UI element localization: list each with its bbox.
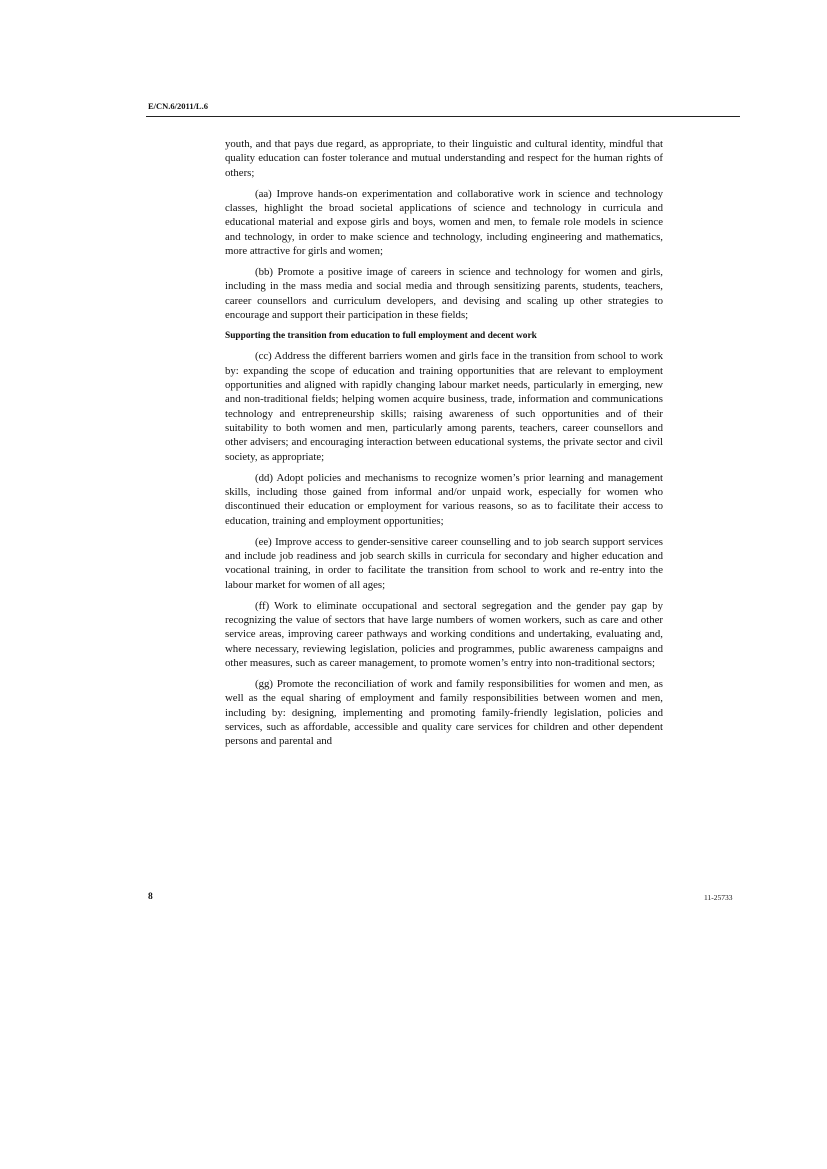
paragraph-aa: (aa) Improve hands-on experimentation and collaborative work in science and technology classes, highlight the broad societal applications of science and technology in curricula and educational material and expose girls and boys, women and men, to female role models in science and technology, in order to make science and technology, including engineering and mathematics, more attractive for girls and women; — [225, 187, 663, 257]
page-number: 8 — [148, 892, 153, 902]
paragraph-bb: (bb) Promote a positive image of careers in science and technology for women and girls, including in the mass media and social media and through sensitizing parents, students, teachers, career counsellors and curriculum developers, and devising and scaling up other strategies to encourage and support their participation in these fields; — [225, 265, 663, 321]
header-divider — [146, 116, 740, 117]
document-symbol: E/CN.6/2011/L.6 — [148, 101, 208, 111]
paragraph-ee: (ee) Improve access to gender-sensitive career counselling and to job search support services and include job readiness and job search skills in curricula for secondary and higher education and vocational training, in order to facilitate the transition from school to work and re-entry into the labour market for women of all ages; — [225, 535, 663, 591]
document-body — [225, 137, 663, 755]
section-heading: Supporting the transition from education to full employment and decent work — [225, 330, 537, 341]
paragraph-dd: (dd) Adopt policies and mechanisms to recognize women’s prior learning and management skills, including those gained from informal and/or unpaid work, especially for women who discontinued their education or employment for various reasons, so as to facilitate their access to education, training and employment opportunities; — [225, 471, 663, 527]
paragraph-cc: (cc) Address the different barriers women and girls face in the transition from school to work by: expanding the scope of education and training opportunities that are relevant to employment opportunities and aligned with rapidly changing labour market needs, particularly in emerging, new and non-traditional fields; helping women acquire business, trade, information and communications technology and entrepreneurship skills; raising awareness of such opportunities and of their suitability to both women and men, particularly among parents, teachers, career counsellors and other advisers; and encouraging interaction between educational systems, the private sector and civil society, as appropriate; — [225, 350, 663, 463]
paragraph-ff: (ff) Work to eliminate occupational and sectoral segregation and the gender pay gap by recognizing the value of sectors that have large numbers of women workers, such as care and other service areas, improving career pathways and working conditions and undertaking, evaluating and, where necessary, reviewing legislation, policies and programmes, public awareness campaigns and other measures, such as career management, to promote women’s entry into non-traditional sectors; — [225, 599, 663, 669]
document-number: 11-25733 — [704, 893, 733, 902]
paragraph-intro-continuation: youth, and that pays due regard, as appropriate, to their linguistic and cultural identity, mindful that quality education can foster tolerance and mutual understanding and respect for the human rights of others; — [225, 138, 663, 179]
paragraph-gg: (gg) Promote the reconciliation of work and family responsibilities for women and men, as well as the equal sharing of employment and family responsibilities between women and men, including by: designing, implementing and promoting family-friendly legislation, policies and services, such as affordable, accessible and quality care services for children and other dependent persons and parental and — [225, 677, 663, 748]
